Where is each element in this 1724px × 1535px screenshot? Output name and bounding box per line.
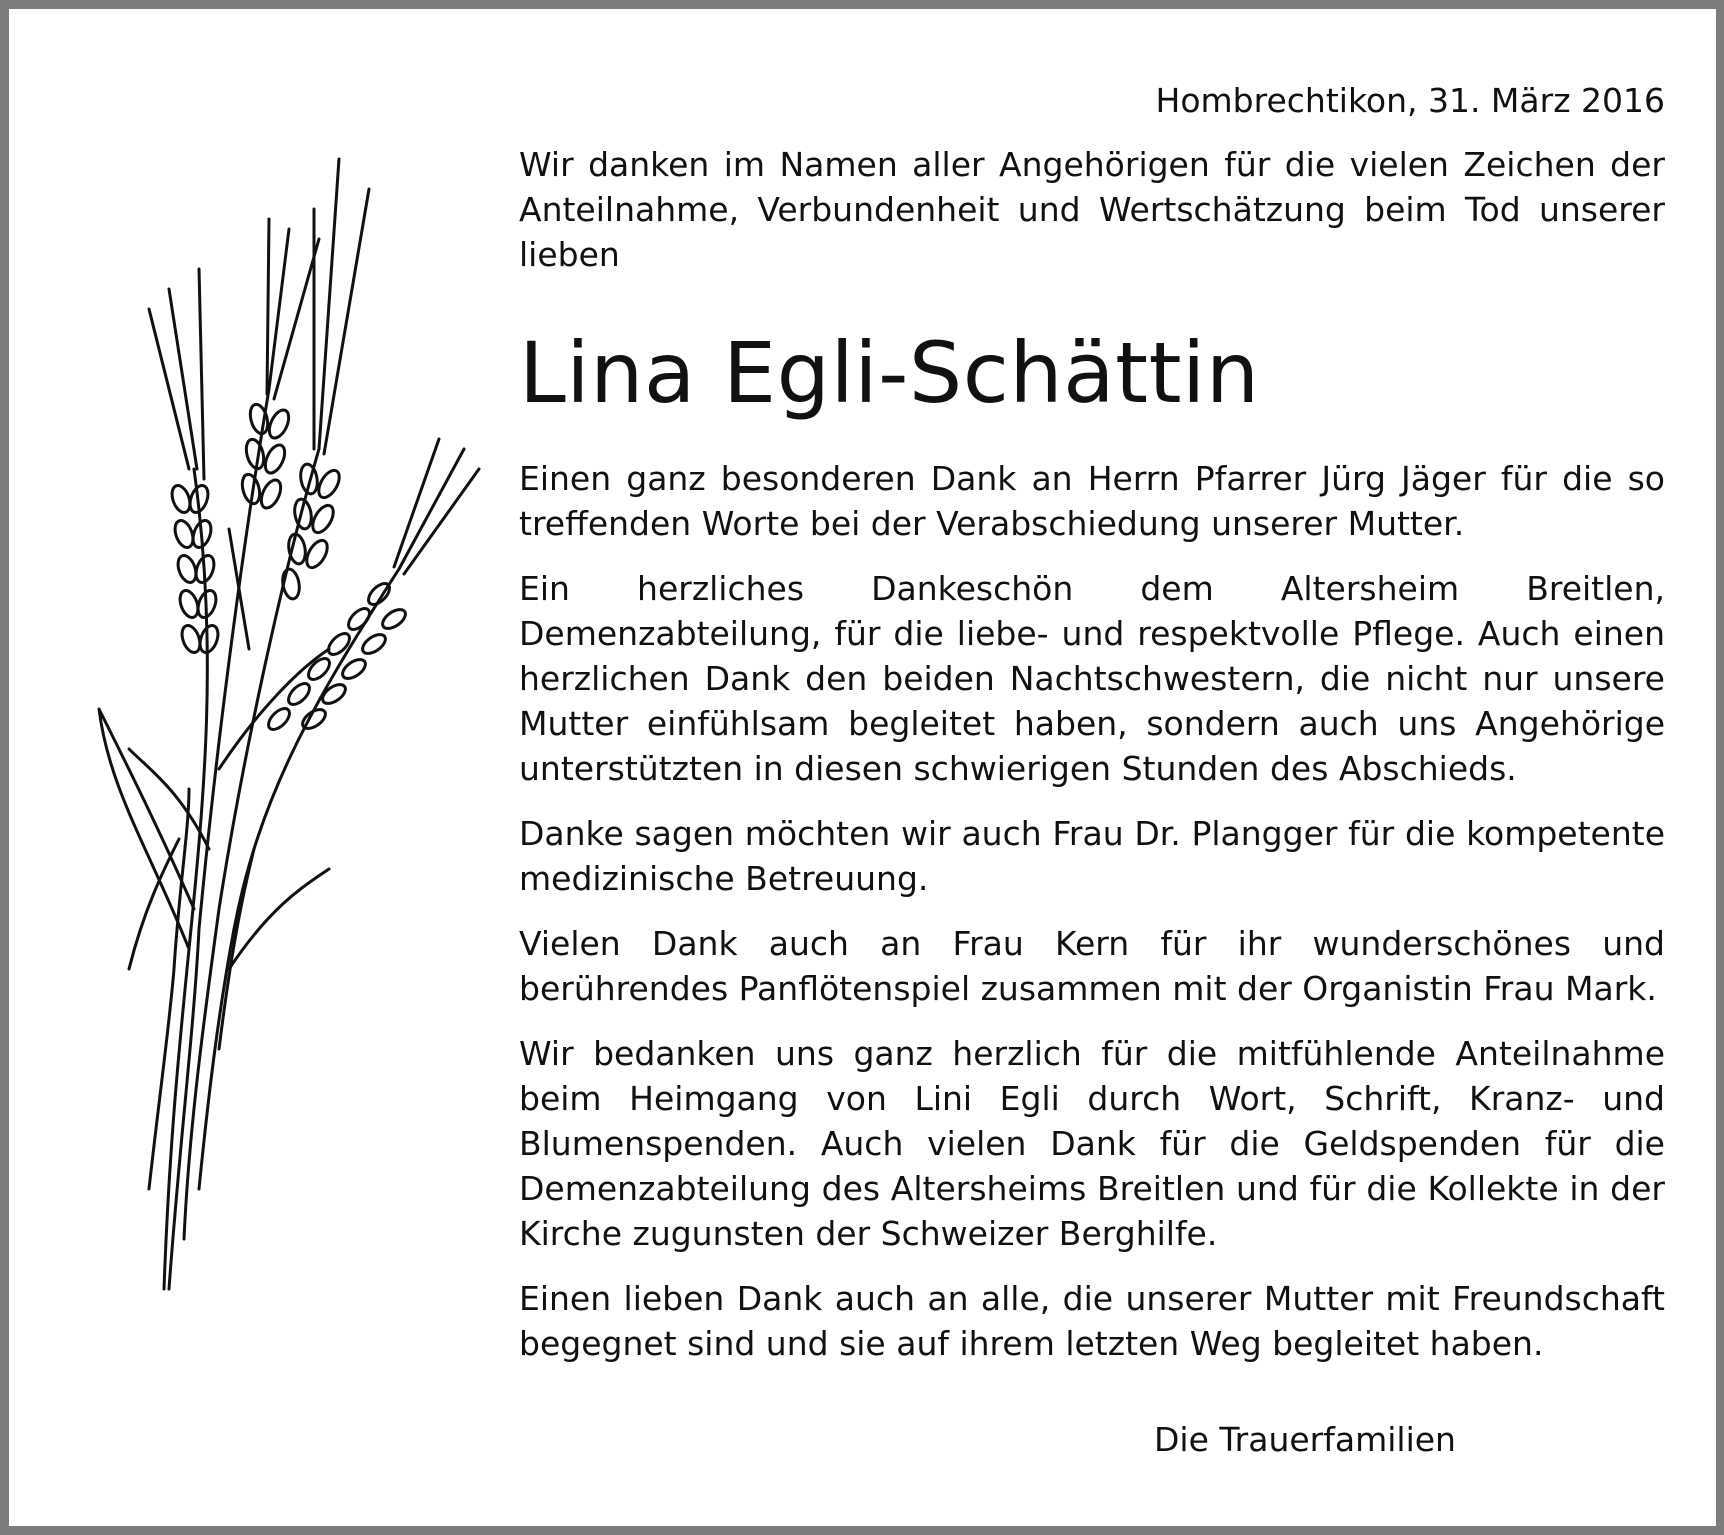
signature: Die Trauerfamilien <box>1154 1420 1456 1459</box>
wheat-ears-icon <box>69 149 489 1299</box>
paragraph: Vielen Dank auch an Frau Kern für ihr wunderschönes und berührendes Panflötenspiel zusammen mit der Organistin Frau Mark. <box>519 924 1665 1008</box>
deceased-name: Lina Egli-Schättin <box>519 324 1260 422</box>
paragraph: Einen ganz besonderen Dank an Herrn Pfarrer Jürg Jäger für die so treffenden Worte bei der Verabschiedung unserer Mutter. <box>519 459 1665 543</box>
place-date: Hombrechtikon, 31. März 2016 <box>1155 81 1665 120</box>
notice-text-column <box>519 79 1665 1462</box>
paragraph: Einen lieben Dank auch an alle, die unserer Mutter mit Freundschaft begegnet sind und sie auf ihrem letzten Weg begleitet haben. <box>519 1279 1665 1363</box>
paragraph: Ein herzliches Dankeschön dem Altersheim Breitlen, Demenzabteilung, für die liebe- und respektvolle Pflege. Auch einen herzlichen Dank den beiden Nachtschwestern, die nicht nur unsere Mutter einfühlsam begleitet haben, sondern auch uns Angehörige unterstützten in diesen schwierigen Stunden des Abschieds. <box>519 569 1665 788</box>
intro-text: Wir danken im Namen aller Angehörigen für die vielen Zeichen der Anteilnahme, Verbundenheit und Wertschätzung beim Tod unserer lieben <box>519 145 1665 274</box>
paragraph: Danke sagen möchten wir auch Frau Dr. Plangger für die kompetente medizinische Betreuung. <box>519 814 1665 898</box>
paragraph: Wir bedanken uns ganz herzlich für die mitfühlende Anteilnahme beim Heimgang von Lini Egli durch Wort, Schrift, Kranz- und Blumenspenden. Auch vielen Dank für die Geldspenden für die Demenzabteilung des Altersheims Breitlen und für die Kollekte in der Kirche zugunsten der Schweizer Berghilfe. <box>519 1034 1665 1253</box>
